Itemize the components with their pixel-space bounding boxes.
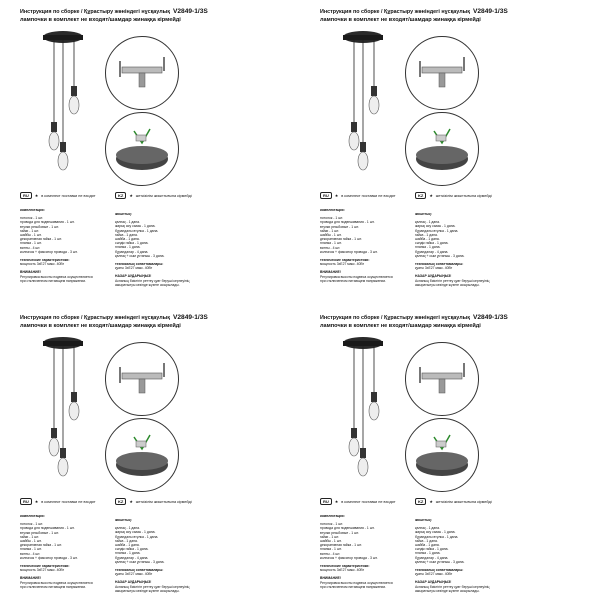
model-code: V2849-1/3S	[172, 314, 208, 321]
ru-flag-note: RU ★ в комплект поставки не входят	[20, 498, 95, 505]
canopy-wiring-detail	[105, 418, 179, 492]
model-code: V2849-1/3S	[472, 8, 508, 15]
canopy-wiring-detail	[405, 418, 479, 492]
mounting-bracket-detail	[405, 342, 479, 416]
ru-column: комплектация: потолок - 1 шт. провода для подвешивания - 1 шт. втулки резьбовые - 1 шт. гайки - 1 шт. шайбы - 1 шт. декоративная гайка - 1 шт. планка - 1 шт. винты - 4 шт. колпачок + фиксатор провода - 3 шт. технические характеристики: мощность 3xE27 макс. 40Вт ВНИМАНИЕ! Регулировка высоты подвеса осуществляется при отключенном питающем напряжении.	[320, 514, 393, 589]
ru-column: комплектация: потолок - 1 шт. провода для подвешивания - 1 шт. втулки резьбовые - 1 шт. гайки - 1 шт. шайбы - 1 шт. декоративная гайка - 1 шт. планка - 1 шт. винты - 4 шт. колпачок + фиксатор провода - 3 шт. технические характеристики: мощность 3xE27 макс. 40Вт ВНИМАНИЕ! Регулировка высоты подвеса осуществляется при отключенном питающем напряжении.	[20, 514, 93, 589]
header-title: Инструкция по сборке / Құрастыру жөніндегі нұсқаулық V2849-1/3S	[320, 8, 508, 15]
ru-column: комплектация: потолок - 1 шт. провода для подвешивания - 1 шт. втулки резьбовые - 1 шт. гайки - 1 шт. шайбы - 1 шт. декоративная гайка - 1 шт. планка - 1 шт. винты - 4 шт. колпачок + фиксатор провода - 3 шт. технические характеристики: мощность 3xE27 макс. 40Вт ВНИМАНИЕ! Регулировка высоты подвеса осуществляется при отключенном питающем напряжении.	[20, 208, 93, 283]
header-note: лампочки в комплект не входят/шамдар жинаққа кірмейді	[320, 323, 481, 329]
header-note: лампочки в комплект не входят/шамдар жинаққа кірмейді	[20, 323, 181, 329]
mounting-bracket-detail	[405, 36, 479, 110]
header-title: Инструкция по сборке / Құрастыру жөніндегі нұсқаулық V2849-1/3S	[20, 314, 208, 321]
kz-flag-note: KZ ★ жеткізілім жиынтығына кірмейді	[415, 192, 492, 199]
instruction-sheet	[0, 306, 284, 593]
pendant-lamp-illustration	[318, 26, 408, 176]
pendant-lamp-illustration	[318, 332, 408, 482]
header-title: Инструкция по сборке / Құрастыру жөніндегі нұсқаулық V2849-1/3S	[320, 314, 508, 321]
model-code: V2849-1/3S	[472, 314, 508, 321]
kz-flag-note: KZ ★ жеткізілім жиынтығына кірмейді	[415, 498, 492, 505]
kz-column: жиынтық: қалпақ - 1 дана. жарық асу сымы - 1 дана. бұрандалы втулка - 1 дана. гайка - 1 дана. шайба - 1 дана. сәндік гайка - 1 дана. планка - 1 дана. бұрандалар - 4 дана. қалпақ + сым ұстағыш - 3 дана. техникалық сипаттамалары: қуаты 3xE27 макс. 40Вт НАЗАР АУДАРЫҢЫЗ! Аспаның биіктігін реттеу қуат берушi кернеуiнiң ажыратылуы кезінде жүзеге асырылады.	[415, 518, 490, 593]
ru-flag-note: RU ★ в комплект поставки не входят	[320, 192, 395, 199]
mounting-bracket-detail	[105, 36, 179, 110]
model-code: V2849-1/3S	[172, 8, 208, 15]
mounting-bracket-detail	[105, 342, 179, 416]
header-note: лампочки в комплект не входят/шамдар жинаққа кірмейді	[320, 17, 481, 23]
ru-flag-note: RU ★ в комплект поставки не входят	[20, 192, 95, 199]
kz-column: жиынтық: қалпақ - 1 дана. жарық асу сымы - 1 дана. бұрандалы втулка - 1 дана. гайка - 1 дана. шайба - 1 дана. сәндік гайка - 1 дана. планка - 1 дана. бұрандалар - 4 дана. қалпақ + сым ұстағыш - 3 дана. техникалық сипаттамалары: қуаты 3xE27 макс. 40Вт НАЗАР АУДАРЫҢЫЗ! Аспаның биіктігін реттеу қуат берушi кернеуiнiң ажыратылуы кезінде жүзеге асырылады.	[415, 212, 490, 287]
header-title: Инструкция по сборке / Құрастыру жөніндегі нұсқаулық V2849-1/3S	[20, 8, 208, 15]
instruction-sheet	[300, 0, 584, 287]
header-note: лампочки в комплект не входят/шамдар жинаққа кірмейді	[20, 17, 181, 23]
instruction-sheet	[300, 306, 584, 593]
instruction-sheet	[0, 0, 284, 287]
pendant-lamp-illustration	[18, 332, 108, 482]
ru-flag-note: RU ★ в комплект поставки не входят	[320, 498, 395, 505]
pendant-lamp-illustration	[18, 26, 108, 176]
ru-column: комплектация: потолок - 1 шт. провода для подвешивания - 1 шт. втулки резьбовые - 1 шт. гайки - 1 шт. шайбы - 1 шт. декоративная гайка - 1 шт. планка - 1 шт. винты - 4 шт. колпачок + фиксатор провода - 3 шт. технические характеристики: мощность 3xE27 макс. 40Вт ВНИМАНИЕ! Регулировка высоты подвеса осуществляется при отключенном питающем напряжении.	[320, 208, 393, 283]
canopy-wiring-detail	[405, 112, 479, 186]
kz-column: жиынтық: қалпақ - 1 дана. жарық асу сымы - 1 дана. бұрандалы втулка - 1 дана. гайка - 1 дана. шайба - 1 дана. сәндік гайка - 1 дана. планка - 1 дана. бұрандалар - 4 дана. қалпақ + сым ұстағыш - 3 дана. техникалық сипаттамалары: қуаты 3xE27 макс. 40Вт НАЗАР АУДАРЫҢЫЗ! Аспаның биіктігін реттеу қуат берушi кернеуiнiң ажыратылуы кезінде жүзеге асырылады.	[115, 212, 190, 287]
kz-column: жиынтық: қалпақ - 1 дана. жарық асу сымы - 1 дана. бұрандалы втулка - 1 дана. гайка - 1 дана. шайба - 1 дана. сәндік гайка - 1 дана. планка - 1 дана. бұрандалар - 4 дана. қалпақ + сым ұстағыш - 3 дана. техникалық сипаттамалары: қуаты 3xE27 макс. 40Вт НАЗАР АУДАРЫҢЫЗ! Аспаның биіктігін реттеу қуат берушi кернеуiнiң ажыратылуы кезінде жүзеге асырылады.	[115, 518, 190, 593]
kz-flag-note: KZ ★ жеткізілім жиынтығына кірмейді	[115, 498, 192, 505]
canopy-wiring-detail	[105, 112, 179, 186]
kz-flag-note: KZ ★ жеткізілім жиынтығына кірмейді	[115, 192, 192, 199]
